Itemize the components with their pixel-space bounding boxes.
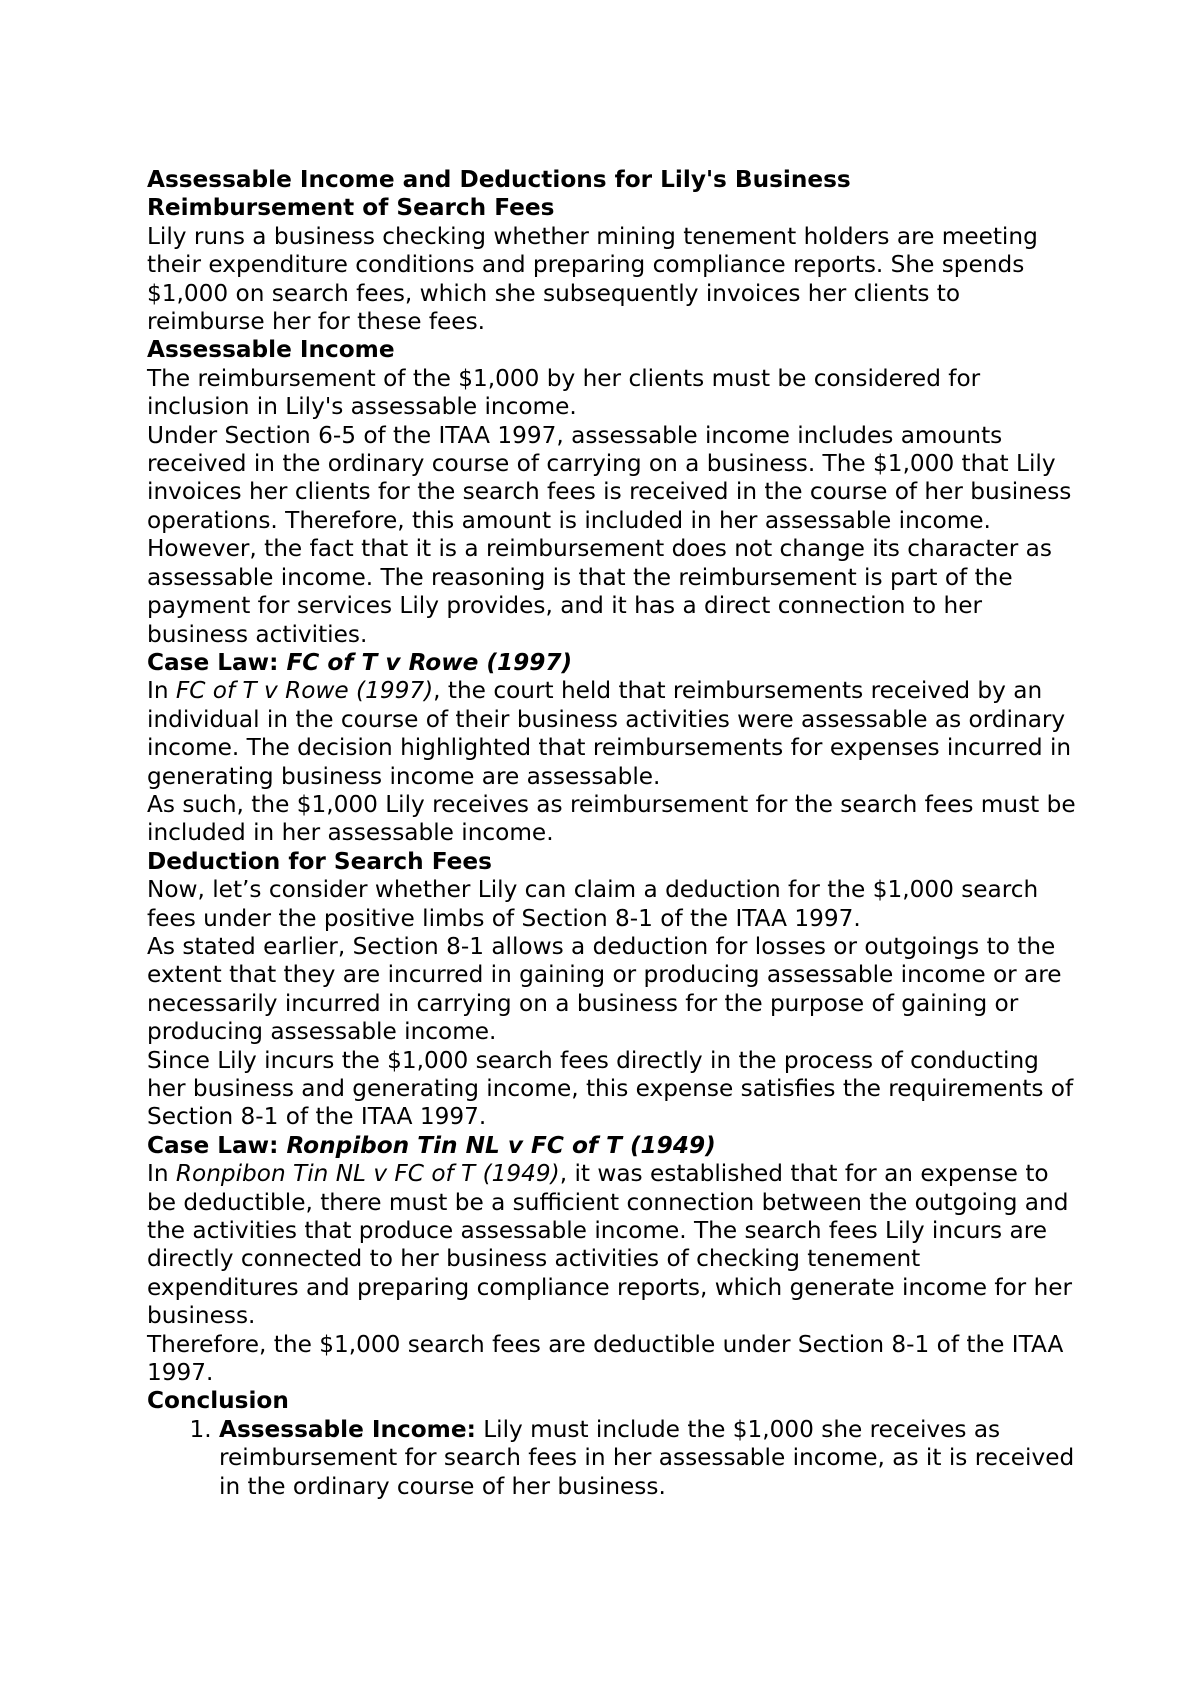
heading-conclusion: Conclusion — [147, 1387, 289, 1415]
case-ronpibon-body: , it was established that for an expense to be deductible, there must be a sufficient connection between the outgoing and the activities that produce assessable income. The search fees Lily incurs are directly connected to her business activities of checking tenement expenditures and preparing compliance reports, which generate income for her business. — [147, 1160, 1073, 1330]
paragraph-case-rowe — [147, 677, 1077, 791]
list-item — [219, 1416, 1077, 1501]
conclusion-item-label: Assessable Income: — [219, 1415, 476, 1443]
case-law-prefix: Case Law: — [147, 1131, 287, 1159]
conclusion-item-text: Lily must include the $1,000 she receives as reimbursement for search fees in her assessable income, as it is received in the ordinary course of her business. — [219, 1415, 1075, 1500]
paragraph-assessable-2: Under Section 6-5 of the ITAA 1997, assessable income includes amounts received in the ordinary course of carrying on a business. The $1,000 that Lily invoices her clients for the search fees is received in the course of her business operations. Therefore, this amount is included in her assessable income. — [147, 421, 1072, 534]
paragraph-deduction-1: Now, let’s consider whether Lily can claim a deduction for the $1,000 search fees under the positive limbs of Section 8-1 of the ITAA 1997. — [147, 876, 1039, 932]
case-citation-ronpibon: Ronpibon Tin NL v FC of T (1949) — [175, 1160, 560, 1188]
heading-case-ronpibon — [147, 1132, 1077, 1160]
heading-assessable-income: Assessable Income — [147, 336, 395, 364]
intro-in: In — [147, 1160, 176, 1188]
paragraph-assessable-3: However, the fact that it is a reimbursement does not change its character as assessable income. The reasoning is that the reimbursement is part of the payment for services Lily provides, and it has a direct connection to her business activities. — [147, 535, 1052, 648]
document-title: Assessable Income and Deductions for Lily's Business — [147, 166, 851, 193]
conclusion-list — [147, 1416, 1077, 1501]
heading-deduction: Deduction for Search Fees — [147, 847, 492, 875]
paragraph-assessable-1: The reimbursement of the $1,000 by her clients must be considered for inclusion in Lily's assessable income. — [147, 364, 981, 421]
paragraph-reimbursement: Lily runs a business checking whether mining tenement holders are meeting their expenditure conditions and preparing compliance reports. She spends $1,000 on search fees, which she subsequently invoices her clients to reimburse her for these fees. — [147, 222, 1038, 336]
paragraph-deduction-3: Since Lily incurs the $1,000 search fees directly in the process of conducting her business and generating income, this expense satisfies the requirements of Section 8-1 of the ITAA 1997. — [147, 1046, 1074, 1131]
paragraph-deduction-2: As stated earlier, Section 8-1 allows a deduction for losses or outgoings to the extent that they are incurred in gaining or producing assessable income or are necessarily incurred in carrying on a business for the purpose of gaining or producing assessable income. — [147, 932, 1062, 1046]
heading-case-rowe — [147, 649, 1077, 677]
case-name-ronpibon: Ronpibon Tin NL v FC of T (1949) — [286, 1131, 716, 1159]
case-citation-rowe: FC of T v Rowe (1997) — [175, 677, 434, 705]
case-law-prefix: Case Law: — [147, 648, 287, 676]
case-name-rowe: FC of T v Rowe (1997) — [286, 648, 573, 676]
intro-in: In — [147, 677, 176, 705]
paragraph-case-ronpibon-2: Therefore, the $1,000 search fees are deductible under Section 8-1 of the ITAA 1997. — [147, 1330, 1064, 1387]
case-rowe-body: , the court held that reimbursements received by an individual in the course of their business activities were assessable as ordinary income. The decision highlighted that reimbursements for expenses incurred in generating business income are assessable. — [147, 677, 1072, 790]
paragraph-case-ronpibon — [147, 1160, 1077, 1330]
document-page — [147, 166, 1077, 1501]
paragraph-case-rowe-2: As such, the $1,000 Lily receives as reimbursement for the search fees must be included in her assessable income. — [147, 790, 1076, 847]
heading-reimbursement: Reimbursement of Search Fees — [147, 194, 555, 222]
